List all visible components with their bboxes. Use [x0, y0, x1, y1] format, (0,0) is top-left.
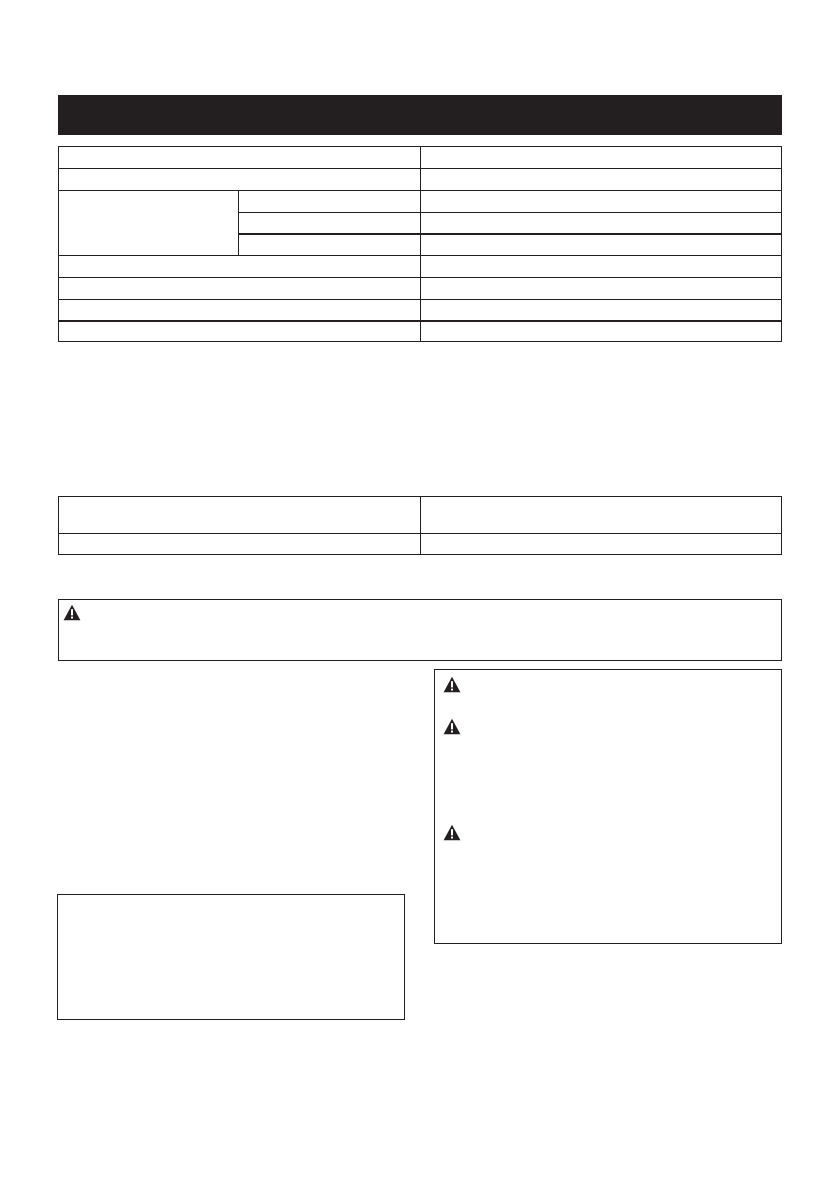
left-column-text [58, 672, 404, 872]
right-warning-box [434, 669, 782, 944]
warning-triangle-icon [443, 718, 461, 735]
table-row-value [420, 533, 782, 555]
table-subrow-label [238, 212, 421, 235]
table-subrow-label [238, 190, 421, 213]
table-group-label [58, 190, 239, 256]
warning-triangle-icon [63, 604, 81, 621]
table-row-label [58, 168, 421, 191]
table-row-value [420, 277, 782, 300]
note-box [57, 894, 405, 1020]
table-row-label [58, 320, 421, 342]
warning-triangle-icon [443, 676, 461, 693]
table-row-value [420, 320, 782, 342]
warning-box [58, 599, 782, 661]
table-subrow-label [238, 233, 421, 256]
table-row-label [58, 255, 421, 278]
table-row-value [420, 496, 782, 534]
table-row-label [58, 299, 421, 322]
table-subrow-value [420, 233, 782, 256]
table-row-value [420, 168, 782, 191]
table-row-label [58, 533, 421, 555]
table-row-label [58, 496, 421, 534]
table-row-value [420, 146, 782, 169]
table-row-value [420, 299, 782, 322]
table-subrow-value [420, 190, 782, 213]
table-row-value [420, 255, 782, 278]
warning-triangle-icon [443, 824, 461, 841]
table-subrow-value [420, 212, 782, 235]
table-row-label [58, 277, 421, 300]
table-row-label [58, 146, 421, 169]
section-header-bar [58, 95, 782, 135]
